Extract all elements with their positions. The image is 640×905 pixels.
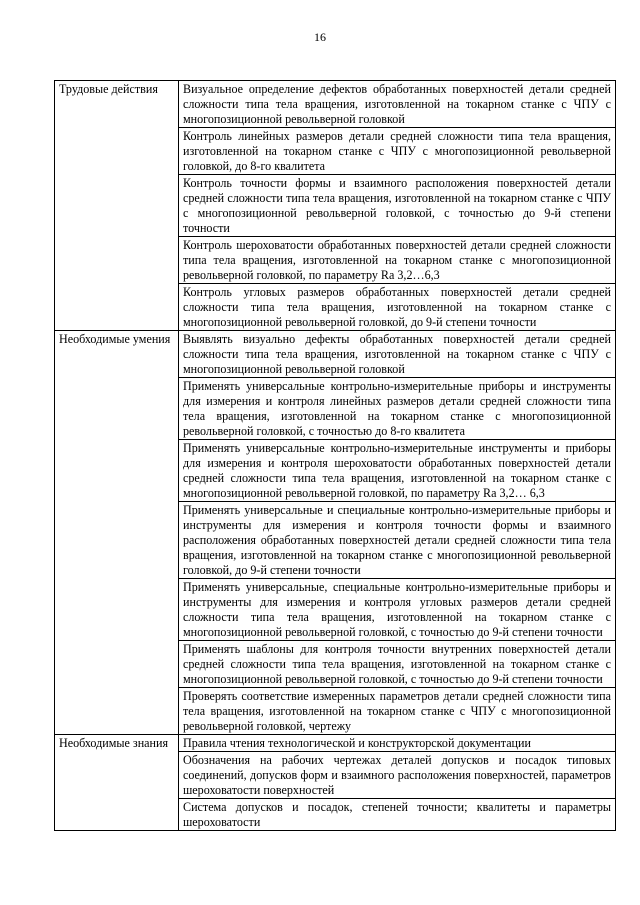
table-cell: Контроль шероховатости обработанных поверхностей детали средней сложности типа тела вращения, изготовленной на токарном станке с многопозиционной револьверной головкой, по параметру Ra 3,2…6,3 (179, 237, 616, 284)
table-cell: Применять универсальные контрольно-измерительные приборы и инструменты для измерения и контроля линейных размеров детали средней сложности типа тела вращения, изготовленной на токарном станке с многопозиционной револьверной головкой, с точностью до 8-го квалитета (179, 378, 616, 440)
table-cell: Применять универсальные контрольно-измерительные инструменты и приборы для измерения и контроля шероховатости обработанных поверхностей детали средней сложности типа тела вращения, изготовленной на токарном станке с многопозиционной револьверной головкой, по параметру Ra 3,2… 6,3 (179, 440, 616, 502)
table-cell: Контроль угловых размеров обработанных поверхностей детали средней сложности типа тела вращения, изготовленной на токарном станке с многопозиционной револьверной головкой, до 9-й степени точности (179, 284, 616, 331)
table-cell: Обозначения на рабочих чертежах деталей допусков и посадок типовых соединений, допусков форм и взаимного расположения поверхностей, параметров шероховатости поверхностей (179, 752, 616, 799)
table-row (55, 81, 616, 128)
table-cell: Применять шаблоны для контроля точности внутренних поверхностей детали средней сложности типа тела вращения, изготовленной на токарном станке с многопозиционной револьверной головкой, с точностью до 9-й степени точности (179, 641, 616, 688)
table-row (55, 735, 616, 752)
table-cell: Применять универсальные, специальные контрольно-измерительные приборы и инструменты для измерения и контроля угловых размеров детали средней сложности типа тела вращения, изготовленной на токарном станке с многопозиционной револьверной головкой, с точностью до 9-й степени точности (179, 579, 616, 641)
table-cell: Визуальное определение дефектов обработанных поверхностей детали средней сложности типа тела вращения, изготовленной на токарном станке с ЧПУ с многопозиционной револьверной головкой (179, 81, 616, 128)
table-cell: Проверять соответствие измеренных параметров детали средней сложности типа тела вращения, изготовленной на токарном станке с ЧПУ с многопозиционной револьверной головкой, чертежу (179, 688, 616, 735)
table-cell: Система допусков и посадок, степеней точности; квалитеты и параметры шероховатости (179, 799, 616, 831)
table-row (55, 331, 616, 378)
requirements-table (54, 80, 616, 831)
table-cell: Выявлять визуально дефекты обработанных поверхностей детали средней сложности типа тела вращения, изготовленной на токарном станке с ЧПУ с многопозиционной револьверной головкой (179, 331, 616, 378)
table-cell: Правила чтения технологической и конструкторской документации (179, 735, 616, 752)
section-label-required-knowledge: Необходимые знания (55, 735, 179, 831)
table-cell: Контроль линейных размеров детали средней сложности типа тела вращения, изготовленной на токарном станке с ЧПУ с многопозиционной револьверной головкой, до 8-го квалитета (179, 128, 616, 175)
table-cell: Применять универсальные и специальные контрольно-измерительные приборы и инструменты для измерения и контроля точности формы и взаимного расположения обработанных поверхностей детали средней сложности типа тела вращения, изготовленной на токарном станке с многопозиционной револьверной головкой, до 9-й степени точности (179, 502, 616, 579)
page-number: 16 (314, 30, 326, 44)
section-label-labor-actions: Трудовые действия (55, 81, 179, 331)
table-cell: Контроль точности формы и взаимного расположения поверхностей детали средней сложности типа тела вращения, изготовленной на токарном станке с ЧПУ с многопозиционной револьверной головкой, с точностью до 9-й степени точности (179, 175, 616, 237)
section-label-required-skills: Необходимые умения (55, 331, 179, 735)
